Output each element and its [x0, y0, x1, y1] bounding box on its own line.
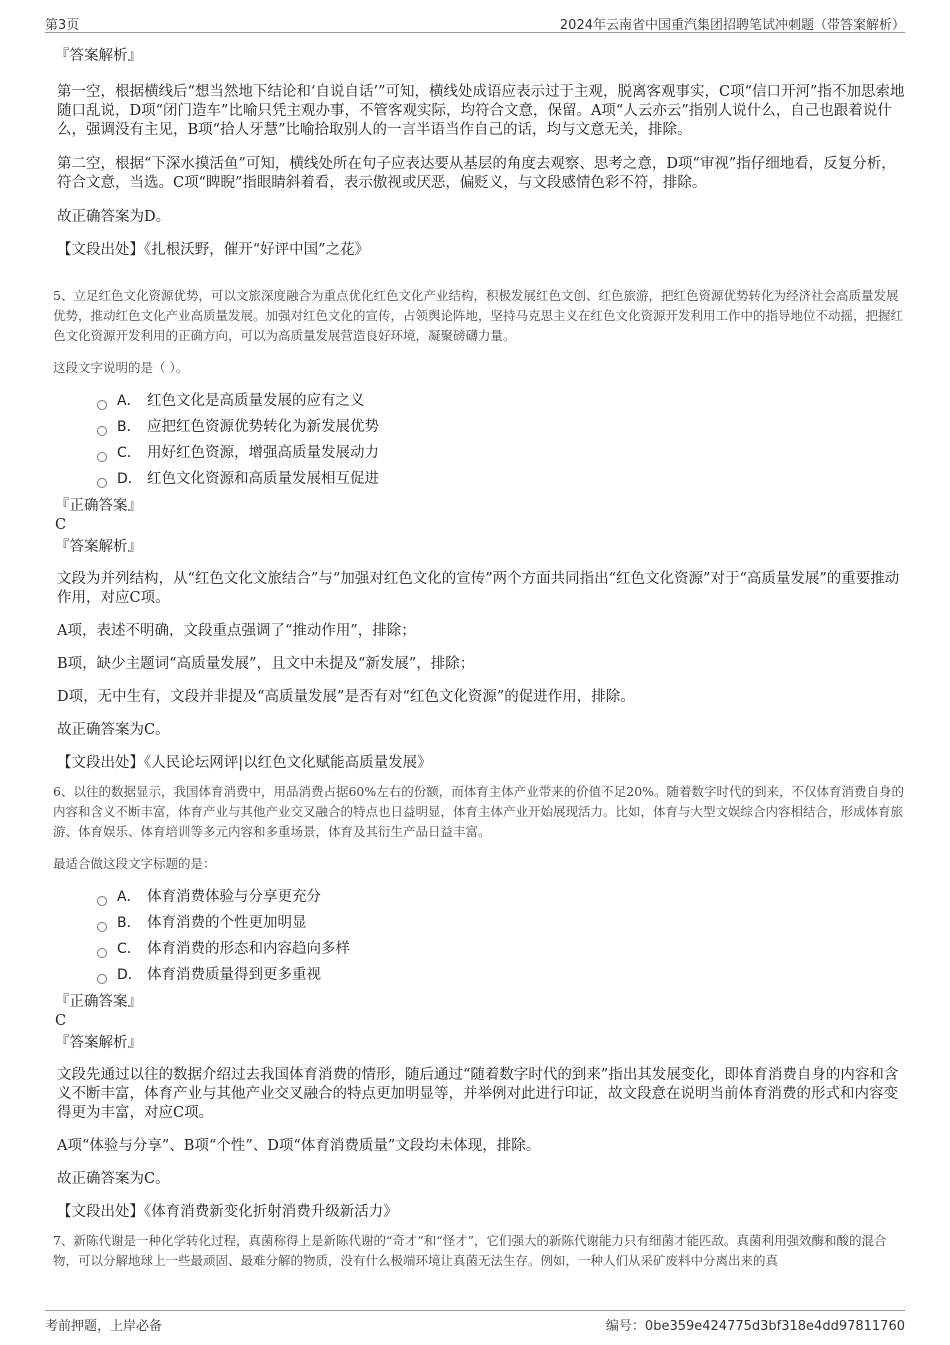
analysis-paragraph: 第一空，根据横线后“想当然地下结论和‘自说自话’”可知，横线处成语应表示过于主观，脱离客观事实，C项“信口开河”指不加思索地随口乱说，D项“闭门造车”比喻只凭主观办事，不管客观实际，均符合文意，保留。A项“人云亦云”指别人说什么，自己也跟着说什么，强调没有主见，B项“拾人牙慧”比喻拾取别人的一言半语当作自己的话，均与文意无关，排除。 [57, 84, 905, 138]
radio-icon[interactable] [97, 426, 107, 436]
page-content [45, 40, 905, 1271]
analysis-label: 『答案解析』 [55, 48, 142, 64]
source: 【文段出处】《体育消费新变化折射消费升级新活力》 [57, 1204, 398, 1220]
question-prompt: 这段文字说明的是（ ）。 [53, 360, 189, 375]
page-header [45, 12, 905, 33]
option-key: C． [117, 941, 141, 957]
radio-icon[interactable] [97, 922, 107, 932]
option-d[interactable] [45, 966, 905, 985]
option-list [45, 888, 905, 985]
analysis-label: 『答案解析』 [55, 1035, 142, 1051]
question-text: 5、立足红色文化资源优势，可以文旅深度融合为重点优化红色文化产业结构，积极发展红色文创、红色旅游，把红色资源优势转化为经济社会高质量发展优势，推动红色文化产业高质量发展。加强对红色文化的宣传，占领舆论阵地，坚持马克思主义在红色文化资源开发利用工作中的指导地位不动摇，把握红色文化资源开发利用的正确方向，可以为高质量发展营造良好环境，凝聚磅礴力量。 [53, 288, 904, 343]
option-key: D． [117, 471, 142, 487]
radio-icon[interactable] [97, 948, 107, 958]
option-key: B． [117, 419, 141, 435]
answer-value: C [55, 1013, 67, 1029]
option-key: A． [117, 889, 141, 905]
radio-icon[interactable] [97, 400, 107, 410]
source: 【文段出处】《人民论坛网评|以红色文化赋能高质量发展》 [57, 755, 432, 771]
conclusion: 故正确答案为D。 [57, 209, 171, 225]
option-text: 体育消费体验与分享更充分 [147, 889, 321, 905]
option-d[interactable] [45, 470, 905, 489]
conclusion: 故正确答案为C。 [57, 722, 170, 738]
analysis-paragraph: D项，无中生有，文段并非提及“高质量发展”是否有对“红色文化资源”的促进作用，排除。 [57, 689, 635, 705]
option-text: 应把红色资源优势转化为新发展优势 [147, 419, 379, 435]
page-footer [45, 1310, 905, 1333]
option-text: 体育消费质量得到更多重视 [147, 967, 321, 983]
option-text: 用好红色资源，增强高质量发展动力 [147, 445, 379, 461]
option-c[interactable] [45, 940, 905, 959]
option-key: D． [117, 967, 142, 983]
option-list [45, 392, 905, 489]
option-text: 红色文化资源和高质量发展相互促进 [147, 471, 379, 487]
option-b[interactable] [45, 418, 905, 437]
document-id: 编号：0be359e424775d3bf318e4dd97811760 [605, 1319, 905, 1334]
option-b[interactable] [45, 914, 905, 933]
question-text: 7、新陈代谢是一种化学转化过程，真菌称得上是新陈代谢的“奇才”和“怪才”，它们强大的新陈代谢能力只有细菌才能匹敌。真菌利用强效酶和酸的混合物，可以分解地球上一些最顽固、最难分解的物质，没有什么极端环境让真菌无法生存。例如，一种人们从采矿废料中分离出来的真 [53, 1233, 887, 1268]
answer-label: 『正确答案』 [55, 498, 142, 514]
option-c[interactable] [45, 444, 905, 463]
option-key: B． [117, 915, 141, 931]
option-a[interactable] [45, 888, 905, 907]
radio-icon[interactable] [97, 974, 107, 984]
document-title: 2024年云南省中国重汽集团招聘笔试冲刺题（带答案解析） [559, 18, 905, 33]
question-prompt: 最适合做这段文字标题的是： [53, 856, 216, 871]
radio-icon[interactable] [97, 478, 107, 488]
question-text: 6、以往的数据显示，我国体育消费中，用品消费占据60%左右的份额，而体育主体产业带来的价值不足20%。随着数字时代的到来，不仅体育消费自身的内容和含义不断丰富，体育产业与其他产业交叉融合的特点也日益明显，体育主体产业开始展现活力。比如，体育与大型文娱综合内容相结合，形成体育旅游、体育娱乐、体育培训等多元内容和多重场景，体育及其衍生产品日益丰富。 [53, 784, 905, 839]
option-text: 红色文化是高质量发展的应有之义 [147, 393, 365, 409]
option-a[interactable] [45, 392, 905, 411]
analysis-paragraph: A项，表述不明确，文段重点强调了“推动作用”，排除； [57, 623, 416, 639]
option-text: 体育消费的个性更加明显 [147, 915, 307, 931]
footer-slogan: 考前押题，上岸必备 [45, 1319, 163, 1334]
analysis-paragraph: 文段为并列结构，从“红色文化文旅结合”与“加强对红色文化的宣传”两个方面共同指出“红色文化资源”对于“高质量发展”的重要推动作用，对应C项。 [57, 571, 900, 606]
conclusion: 故正确答案为C。 [57, 1171, 170, 1187]
analysis-paragraph: B项，缺少主题词“高质量发展”，且文中未提及“新发展”，排除； [57, 656, 475, 672]
analysis-paragraph: A项“体验与分享”、B项“个性”、D项“体育消费质量”文段均未体现，排除。 [57, 1138, 541, 1154]
analysis-paragraph: 第二空，根据“下深水摸活鱼”可知，横线处所在句子应表达要从基层的角度去观察、思考之意，D项“审视”指仔细地看，反复分析，符合文意，当选。C项“睥睨”指眼睛斜着看，表示傲视或厌恶，偏贬义，与文段感情色彩不符，排除。 [57, 156, 896, 191]
page-number: 第3页 [45, 18, 80, 33]
option-key: A． [117, 393, 141, 409]
radio-icon[interactable] [97, 896, 107, 906]
answer-value: C [55, 517, 67, 533]
option-key: C． [117, 445, 141, 461]
radio-icon[interactable] [97, 452, 107, 462]
analysis-label: 『答案解析』 [55, 539, 142, 555]
analysis-paragraph: 文段先通过以往的数据介绍过去我国体育消费的情形，随后通过“随着数字时代的到来”指出其发展变化，即体育消费自身的内容和含义不断丰富，体育产业与其他产业交叉融合的特点更加明显等，并举例对此进行印证，故文段意在说明当前体育消费的形式和内容变得更为丰富，对应C项。 [57, 1067, 899, 1121]
source: 【文段出处】《扎根沃野，催开“好评中国”之花》 [57, 242, 370, 258]
option-text: 体育消费的形态和内容趋向多样 [147, 941, 350, 957]
answer-label: 『正确答案』 [55, 994, 142, 1010]
